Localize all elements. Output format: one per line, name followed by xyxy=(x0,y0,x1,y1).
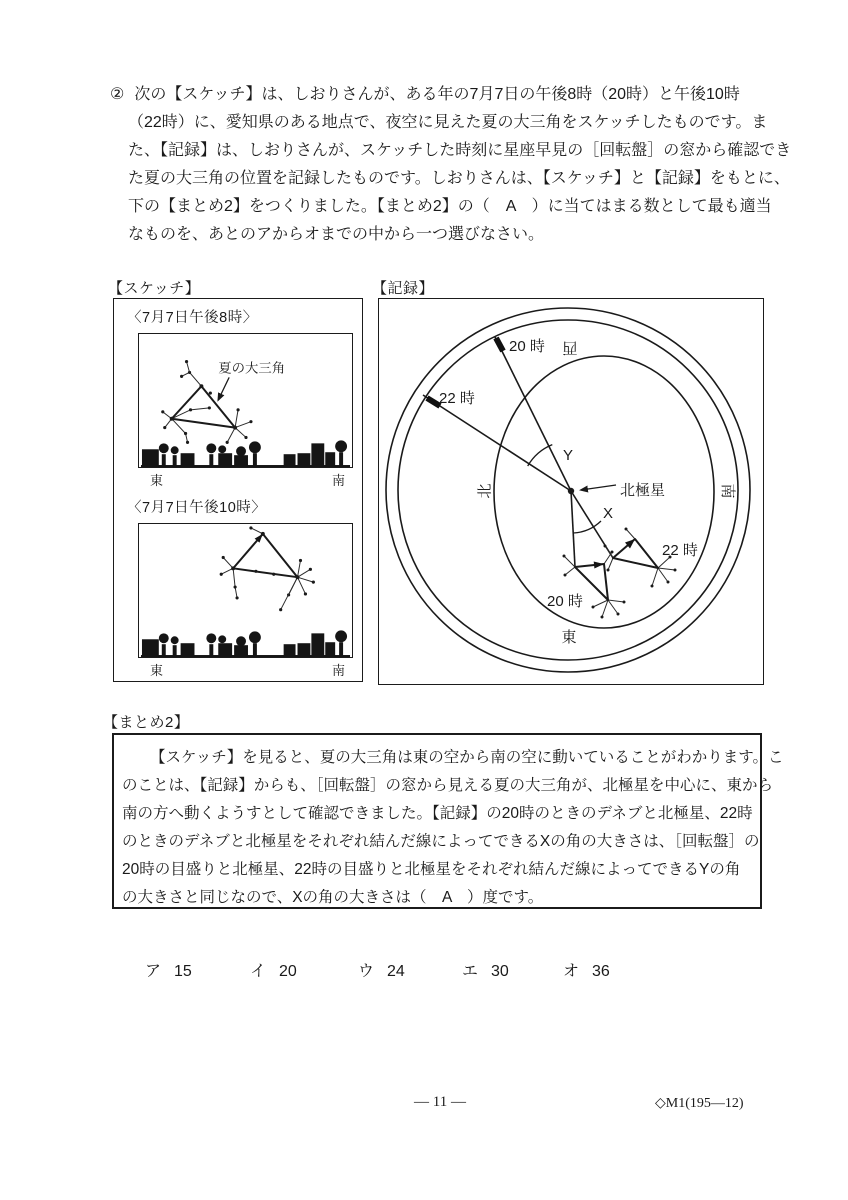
summer-triangle-shape xyxy=(172,386,235,427)
line-to-22h-mark xyxy=(423,395,574,491)
polaris-arrow xyxy=(581,485,616,490)
compass-east-label: 東 xyxy=(150,473,164,488)
direction-north-label: 北 xyxy=(476,483,494,499)
summary-line: 【スケッチ】を見ると、夏の大三角は東の空から南の空に動いていることがわかります。こ xyxy=(150,749,784,766)
record-diagram-box xyxy=(378,298,764,685)
option-key: イ xyxy=(250,963,267,980)
angle-y-label: Y xyxy=(563,447,574,464)
option-key: ア xyxy=(145,963,162,980)
question-line: なものを、あとのアからオまでの中から一つ選びなさい。 xyxy=(128,226,545,243)
tick-20h xyxy=(496,338,503,351)
line-to-deneb-20h xyxy=(571,491,575,567)
compass-south-label: 南 xyxy=(332,473,346,488)
option-value: 20 xyxy=(279,963,297,980)
city-skyline xyxy=(141,440,350,467)
direction-east-label: 東 xyxy=(561,629,577,646)
dial-22h-label: 22 時 xyxy=(439,390,475,407)
question-line: た夏の大三角の位置を記録したものです。しおりさんは、【スケッチ】と【記録】をもとに、 xyxy=(128,170,790,187)
option-o xyxy=(563,958,610,981)
question-number: ② xyxy=(110,86,125,103)
polaris-star xyxy=(568,488,574,494)
option-value: 24 xyxy=(387,963,405,980)
sketch-panel-1-title: 〈7月7日午後8時〉 xyxy=(127,310,258,326)
option-i xyxy=(250,958,297,981)
question-text: 次の【スケッチ】は、しおりさんが、ある年の7月7日の午後8時（20時）と午後10時 xyxy=(134,86,740,103)
summer-triangle-shape xyxy=(233,534,297,577)
compass-east-label: 東 xyxy=(150,663,164,678)
page-number: — 11 — xyxy=(414,1094,466,1110)
option-value: 30 xyxy=(491,963,509,980)
summer-triangle-annotation: 夏の大三角 xyxy=(218,360,286,376)
dial-20h-label: 20 時 xyxy=(509,338,545,355)
direction-west-label: 西 xyxy=(562,338,578,356)
angle-x-label: X xyxy=(603,505,614,522)
summary-line: の大きさと同じなので、Xの角の大きさは（ A ）度です。 xyxy=(122,889,544,906)
option-a xyxy=(145,958,192,981)
summer-triangle-sketch-8pm xyxy=(139,334,352,467)
sketch-panel-1 xyxy=(138,333,353,468)
summary-label: 【まとめ2】 xyxy=(103,714,190,731)
triangle-22h-shape xyxy=(613,539,658,568)
triangle-22h-label: 22 時 xyxy=(662,542,698,559)
option-e xyxy=(462,958,509,981)
sketch-label: 【スケッチ】 xyxy=(108,280,201,297)
question-line: た、【記録】は、しおりさんが、スケッチした時刻に星座早見の［回転盤］の窓から確認でき xyxy=(128,142,792,159)
option-value: 36 xyxy=(592,963,610,980)
sketch-panel-2 xyxy=(138,523,353,658)
sketch-panel-2-title: 〈7月7日午後10時〉 xyxy=(127,500,267,516)
doc-code: ◇M1(195—12) xyxy=(655,1096,744,1111)
triangle-20h-label: 20 時 xyxy=(547,593,583,610)
horizon-window xyxy=(494,356,714,628)
annotation-arrow xyxy=(218,377,229,400)
option-key: ウ xyxy=(358,963,375,980)
record-label: 【記録】 xyxy=(372,280,435,297)
option-value: 15 xyxy=(174,963,192,980)
angle-y-arc xyxy=(528,445,553,466)
summer-triangle-sketch-10pm xyxy=(139,524,352,657)
compass-south-label: 南 xyxy=(332,663,346,678)
city-skyline xyxy=(141,630,350,657)
star-chart-diagram xyxy=(379,299,763,684)
direction-south-label: 南 xyxy=(718,483,736,499)
summary-line: 20時の目盛りと北極星、22時の目盛りと北極星をそれぞれ結んだ線によってできるYの角 xyxy=(122,861,741,878)
option-key: エ xyxy=(462,963,479,980)
question-line xyxy=(110,81,750,109)
line-to-20h-mark xyxy=(495,337,574,491)
summary-line: のときのデネブと北極星をそれぞれ結んだ線によってできるXの角の大きさは、［回転盤］の xyxy=(122,833,760,850)
question-line: （22時）に、愛知県のある地点で、夜空に見えた夏の大三角をスケッチしたものです。ま xyxy=(128,114,768,131)
summary-line: 南の方へ動くようすとして確認できました。【記録】の20時のときのデネブと北極星、22時 xyxy=(122,805,753,822)
polaris-label: 北極星 xyxy=(620,482,666,499)
option-u xyxy=(358,958,405,981)
summary-line: のことは、【記録】からも、［回転盤］の窓から見える夏の大三角が、北極星を中心に、東から xyxy=(122,777,774,794)
question-block xyxy=(110,81,792,249)
option-key: オ xyxy=(563,963,580,980)
summary-box xyxy=(112,733,784,909)
question-line: 下の【まとめ2】をつくりました。【まとめ2】の（ A ）に当てはまる数として最も適当 xyxy=(128,198,772,215)
